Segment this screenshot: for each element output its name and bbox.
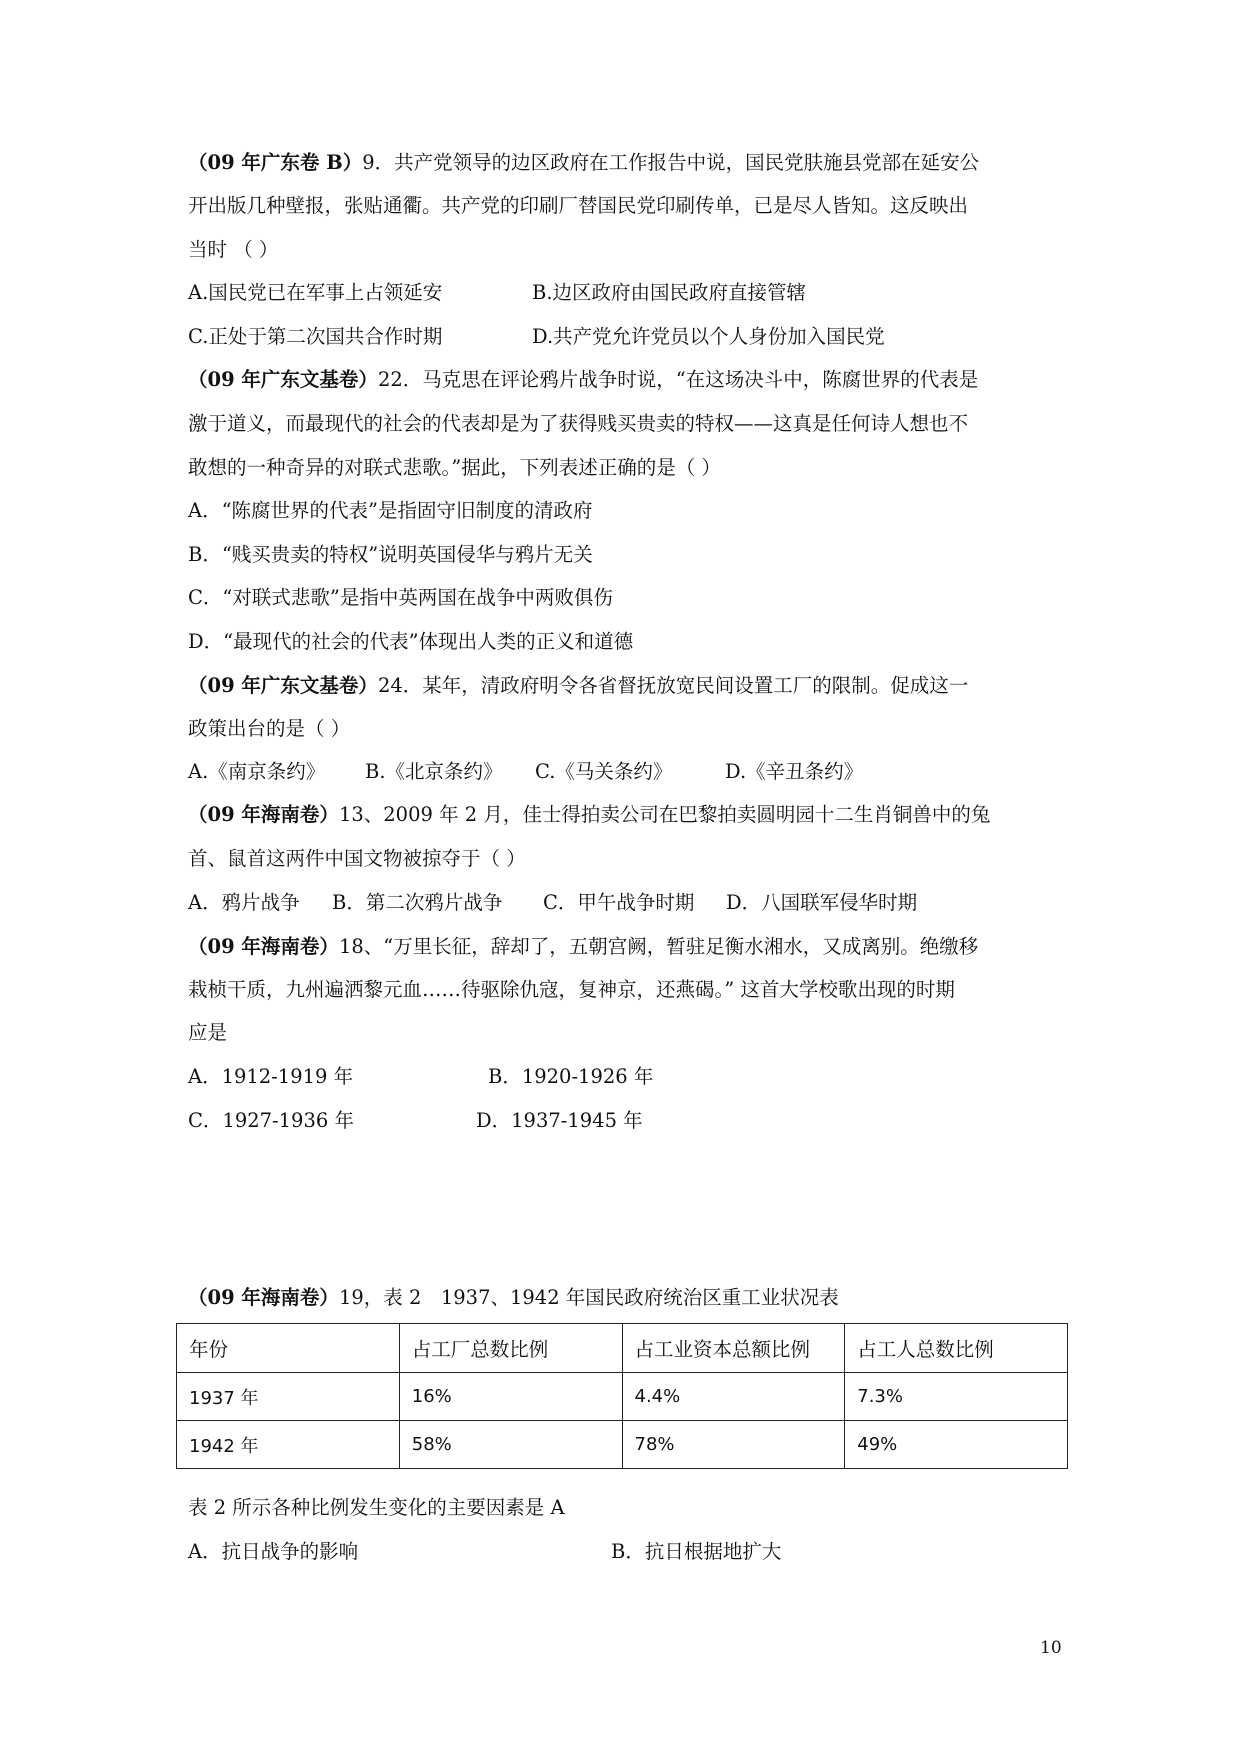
option-d: D.共产党允许党员以个人身份加入国民党 <box>532 325 885 348</box>
option-c: C．“对联式悲歌”是指中英两国在战争中两败俱伤 <box>188 586 613 609</box>
question-13-line-2: 首、鼠首这两件中国文物被掠夺于（ ） <box>188 847 526 870</box>
question-22-line-3: 敢想的一种奇异的对联式悲歌。”据此，下列表述正确的是（ ） <box>188 456 721 479</box>
option-a: A．1912-1919 年 <box>188 1065 354 1088</box>
question-source: （09 年广东文基卷） <box>188 674 378 697</box>
question-text: 22．马克思在评论鸦片战争时说，“在这场决斗中，陈腐世界的代表是 <box>377 368 979 391</box>
question-source: （09 年广东卷 B） <box>188 151 363 174</box>
option-a: A．“陈腐世界的代表”是指固守旧制度的清政府 <box>188 499 593 522</box>
question-source: （09 年海南卷） <box>188 803 339 826</box>
option-b: B．“贱买贵卖的特权”说明英国侵华与鸦片无关 <box>188 543 593 566</box>
option-d: D．1937-1945 年 <box>476 1109 643 1132</box>
question-22-line-2: 激于道义，而最现代的社会的代表却是为了获得贱买贵卖的特权——这真是任何诗人想也不 <box>188 412 969 435</box>
question-19-followup: 表 2 所示各种比例发生变化的主要因素是 A <box>188 1496 565 1519</box>
question-9-line-3: 当时 （ ） <box>188 238 279 261</box>
industry-table <box>176 1323 1068 1469</box>
question-9-line-1 <box>188 148 979 178</box>
table-cell: 58% <box>399 1421 622 1469</box>
question-text: 24．某年，清政府明令各省督抚放宽民间设置工厂的限制。促成这一 <box>377 674 969 697</box>
table-cell: 7.3% <box>845 1373 1068 1421</box>
question-24-line-1 <box>188 671 968 701</box>
question-source: （09 年海南卷） <box>188 935 339 958</box>
option-b: B.《北京条约》 <box>365 760 503 783</box>
table-cell: 4.4% <box>622 1373 845 1421</box>
option-d: D．八国联军侵华时期 <box>726 891 918 914</box>
option-c: C.正处于第二次国共合作时期 <box>188 325 443 348</box>
option-a: A.国民党已在军事上占领延安 <box>188 281 443 304</box>
option-c: C.《马关条约》 <box>535 760 673 783</box>
question-text: 13、2009 年 2 月，佳士得拍卖公司在巴黎拍卖圆明园十二生肖铜兽中的兔 <box>338 803 991 826</box>
question-22-line-1 <box>188 365 978 395</box>
question-text: 19，表 2 1937、1942 年国民政府统治区重工业状况表 <box>338 1286 839 1309</box>
question-18-line-1 <box>188 932 978 962</box>
option-b: B．1920-1926 年 <box>488 1065 654 1088</box>
option-d: D.《辛丑条约》 <box>725 760 864 783</box>
table-cell: 78% <box>622 1421 845 1469</box>
option-a: A．鸦片战争 <box>188 891 300 914</box>
table-header-cell: 年份 <box>177 1324 400 1373</box>
question-18-line-2: 栽桢干质，九州遍洒黎元血……待驱除仇寇，复神京，还燕碣。” 这首大学校歌出现的时期 <box>188 978 955 1001</box>
option-a: A．抗日战争的影响 <box>188 1540 359 1563</box>
table-cell: 1937 年 <box>177 1373 400 1421</box>
table-header-cell: 占工业资本总额比例 <box>622 1324 845 1373</box>
option-a: A.《南京条约》 <box>188 760 326 783</box>
question-text: 18、“万里长征，辞却了，五朝宫阙，暂驻足衡水湘水，又成离别。绝缴移 <box>338 935 979 958</box>
table-header-cell: 占工厂总数比例 <box>399 1324 622 1373</box>
option-d: D．“最现代的社会的代表”体现出人类的正义和道德 <box>188 630 634 653</box>
question-13-line-1 <box>188 800 990 830</box>
question-24-line-2: 政策出台的是（ ） <box>188 717 351 740</box>
question-text: 9．共产党领导的边区政府在工作报告中说，国民党肤施县党部在延安公 <box>362 151 980 174</box>
table-header-row <box>177 1324 1068 1373</box>
question-source: （09 年广东文基卷） <box>188 368 378 391</box>
option-c: C．甲午战争时期 <box>543 891 695 914</box>
table-row <box>177 1373 1068 1421</box>
option-b: B．第二次鸦片战争 <box>332 891 503 914</box>
table-header-cell: 占工人总数比例 <box>845 1324 1068 1373</box>
option-b: B．抗日根据地扩大 <box>611 1540 782 1563</box>
table-cell: 49% <box>845 1421 1068 1469</box>
question-18-line-3: 应是 <box>188 1021 228 1044</box>
page-number: 10 <box>1040 1638 1062 1658</box>
option-b: B.边区政府由国民政府直接管辖 <box>532 281 807 304</box>
question-19-line-1 <box>188 1283 839 1313</box>
question-source: （09 年海南卷） <box>188 1286 339 1309</box>
question-9-line-2: 开出版几种壁报，张贴通衢。共产党的印刷厂替国民党印刷传单，已是尽人皆知。这反映出 <box>188 194 969 217</box>
table-row <box>177 1421 1068 1469</box>
table-cell: 16% <box>399 1373 622 1421</box>
table-cell: 1942 年 <box>177 1421 400 1469</box>
option-c: C．1927-1936 年 <box>188 1109 354 1132</box>
